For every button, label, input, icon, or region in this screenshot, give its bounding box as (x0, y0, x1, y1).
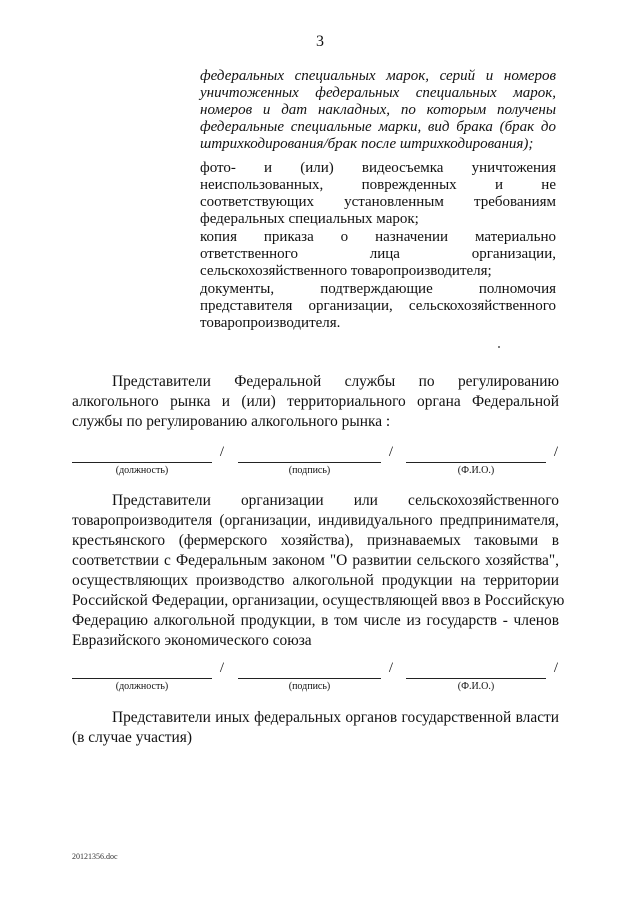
text-line: уничтоженных федеральных специальных марок, (200, 85, 556, 101)
list-item-photo-video (200, 160, 556, 228)
text-line: федеральных специальных марок; (200, 211, 419, 227)
signature-name-field[interactable]: / (Ф.И.О.) (406, 448, 558, 478)
italic-list-continuation (200, 68, 556, 153)
text-line: крестьянского (фермерского хозяйства), признаваемых таковыми в (72, 532, 559, 549)
caption-signature: (подпись) (288, 681, 331, 692)
caption-position: (должность) (115, 465, 169, 476)
signature-name-field[interactable]: / (Ф.И.О.) (406, 664, 558, 694)
caption-position: (должность) (115, 681, 169, 692)
scan-speck (498, 346, 500, 348)
text-line: алкогольного рынка и (или) территориального органа Федеральной (72, 393, 559, 410)
signature-sign-field[interactable]: / (подпись) (238, 448, 393, 478)
section-organization-representatives (72, 491, 565, 651)
text-line: Представители организации или сельскохозяйственного (112, 492, 559, 509)
text-line: номеров и дат накладных, по которым получены (200, 102, 556, 118)
text-line: федеральных специальных марок, серий и номеров (200, 68, 556, 84)
text-line: (в случае участия) (72, 729, 192, 746)
section-other-federal-bodies (72, 708, 559, 748)
section-federal-service-representatives (72, 372, 559, 432)
text-line: копия приказа о назначении материально (200, 229, 556, 245)
caption-full-name: (Ф.И.О.) (457, 465, 495, 476)
page-number: 3 (316, 33, 324, 50)
text-line: Евразийского экономического союза (72, 632, 312, 649)
text-line: Федерацию алкогольной продукции, в том числе из государств - членов (72, 612, 559, 629)
list-item-authority-documents (200, 281, 556, 332)
text-line: Представители Федеральной службы по регулированию (112, 373, 559, 390)
file-name-footer: 20121356.doc (72, 852, 118, 861)
text-line: представителя организации, сельскохозяйственного (200, 298, 556, 314)
text-line: Представители иных федеральных органов государственной власти (112, 709, 559, 726)
text-line: Российской Федерации, организации, осуществляющей ввоз в Российскую (72, 592, 565, 609)
signature-position-field[interactable]: / (должность) (72, 664, 224, 694)
text-line: товаропроизводителя (организации, индивидуального предпринимателя, (72, 512, 559, 529)
caption-signature: (подпись) (288, 465, 331, 476)
signature-position-field[interactable]: / (должность) (72, 448, 224, 478)
caption-full-name: (Ф.И.О.) (457, 681, 495, 692)
text-line: соответствующих установленным требованиям (200, 194, 556, 210)
signature-row-organization (72, 660, 562, 694)
signature-sign-field[interactable]: / (подпись) (238, 664, 393, 694)
text-line: ответственного лица организации, (200, 246, 556, 262)
text-line: службы по регулированию алкогольного рынка : (72, 413, 391, 430)
text-line: соответствии с Федеральным законом "О развитии сельского хозяйства", (72, 552, 559, 569)
text-line: осуществляющих производство алкогольной продукции на территории (72, 572, 559, 589)
list-item-order-copy (200, 229, 556, 280)
text-line: сельскохозяйственного товаропроизводителя; (200, 263, 492, 279)
text-line: документы, подтверждающие полномочия (200, 281, 556, 297)
text-line: неиспользованных, поврежденных и не (200, 177, 556, 193)
signature-row-federal (72, 444, 562, 478)
text-line: товаропроизводителя. (200, 315, 341, 331)
text-line: федеральные специальные марки, вид брака (брак до (200, 119, 556, 135)
text-line: фото- и (или) видеосъемка уничтожения (200, 160, 556, 176)
text-line: штрихкодирования/брак после штрихкодирования); (200, 136, 534, 152)
